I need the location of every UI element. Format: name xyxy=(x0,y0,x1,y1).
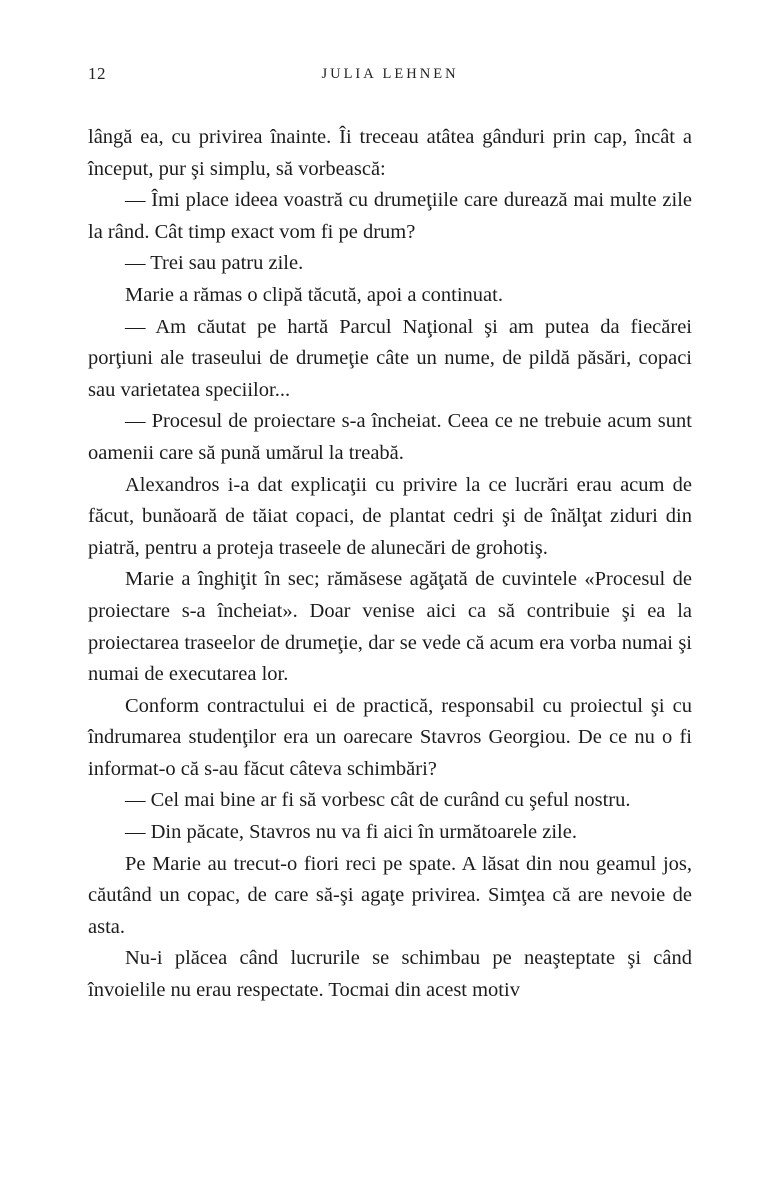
paragraph: Pe Marie au trecut-o fiori reci pe spate. A lăsat din nou geamul jos, căutând un copac, de care să-şi agaţe privirea. Simţea că are nevoie de asta. xyxy=(88,852,692,938)
paragraph: — Cel mai bine ar fi să vorbesc cât de curând cu şeful nostru. xyxy=(125,789,631,812)
paragraph: Marie a rămas o clipă tăcută, apoi a continuat. xyxy=(125,283,503,306)
body-text xyxy=(88,122,692,1007)
paragraph: lângă ea, cu privirea înainte. Îi treceau atâtea gânduri prin cap, încât a început, pur şi simplu, să vorbească: xyxy=(88,126,692,180)
paragraph: — Trei sau patru zile. xyxy=(125,252,304,275)
paragraph: Alexandros i-a dat explicaţii cu privire la ce lucrări erau acum de făcut, bunăoară de tăiat copaci, de plantat cedri şi de înălţat ziduri din piatră, pentru a proteja traseele de alunecări de grohotiş. xyxy=(88,473,692,559)
paragraph: — Procesul de proiectare s-a încheiat. Ceea ce ne trebuie acum sunt oamenii care să pună umărul la treabă. xyxy=(88,410,692,464)
paragraph: — Din păcate, Stavros nu va fi aici în următoarele zile. xyxy=(125,821,577,844)
page-number: 12 xyxy=(88,64,106,83)
paragraph: Conform contractului ei de practică, responsabil cu proiectul şi cu îndrumarea studenţilor era un oarecare Stavros Georgiou. De ce nu o fi informat-o că s-au făcut câteva schimbări? xyxy=(88,694,692,780)
paragraph: Marie a înghiţit în sec; rămăsese agăţată de cuvintele «Procesul de proiectare s-a încheiat». Doar venise aici ca să contribuie şi ea la proiectarea traseelor de drumeţie, dar se vede că acum era vorba numai şi numai de executarea lor. xyxy=(88,568,692,686)
running-header: JULIA LEHNEN xyxy=(321,66,459,82)
paragraph: Nu-i plăcea când lucrurile se schimbau pe neaşteptate şi când învoielile nu erau respectate. Tocmai din acest motiv xyxy=(88,947,692,1002)
paragraph: — Îmi place ideea voastră cu drumeţiile care durează mai multe zile la rând. Cât timp exact vom fi pe drum? xyxy=(88,189,692,243)
paragraph: — Am căutat pe hartă Parcul Naţional şi am putea da fiecărei porţiuni ale traseului de drumeţie câte un nume, de pildă păsări, copaci sau varietatea speciilor... xyxy=(88,315,692,401)
